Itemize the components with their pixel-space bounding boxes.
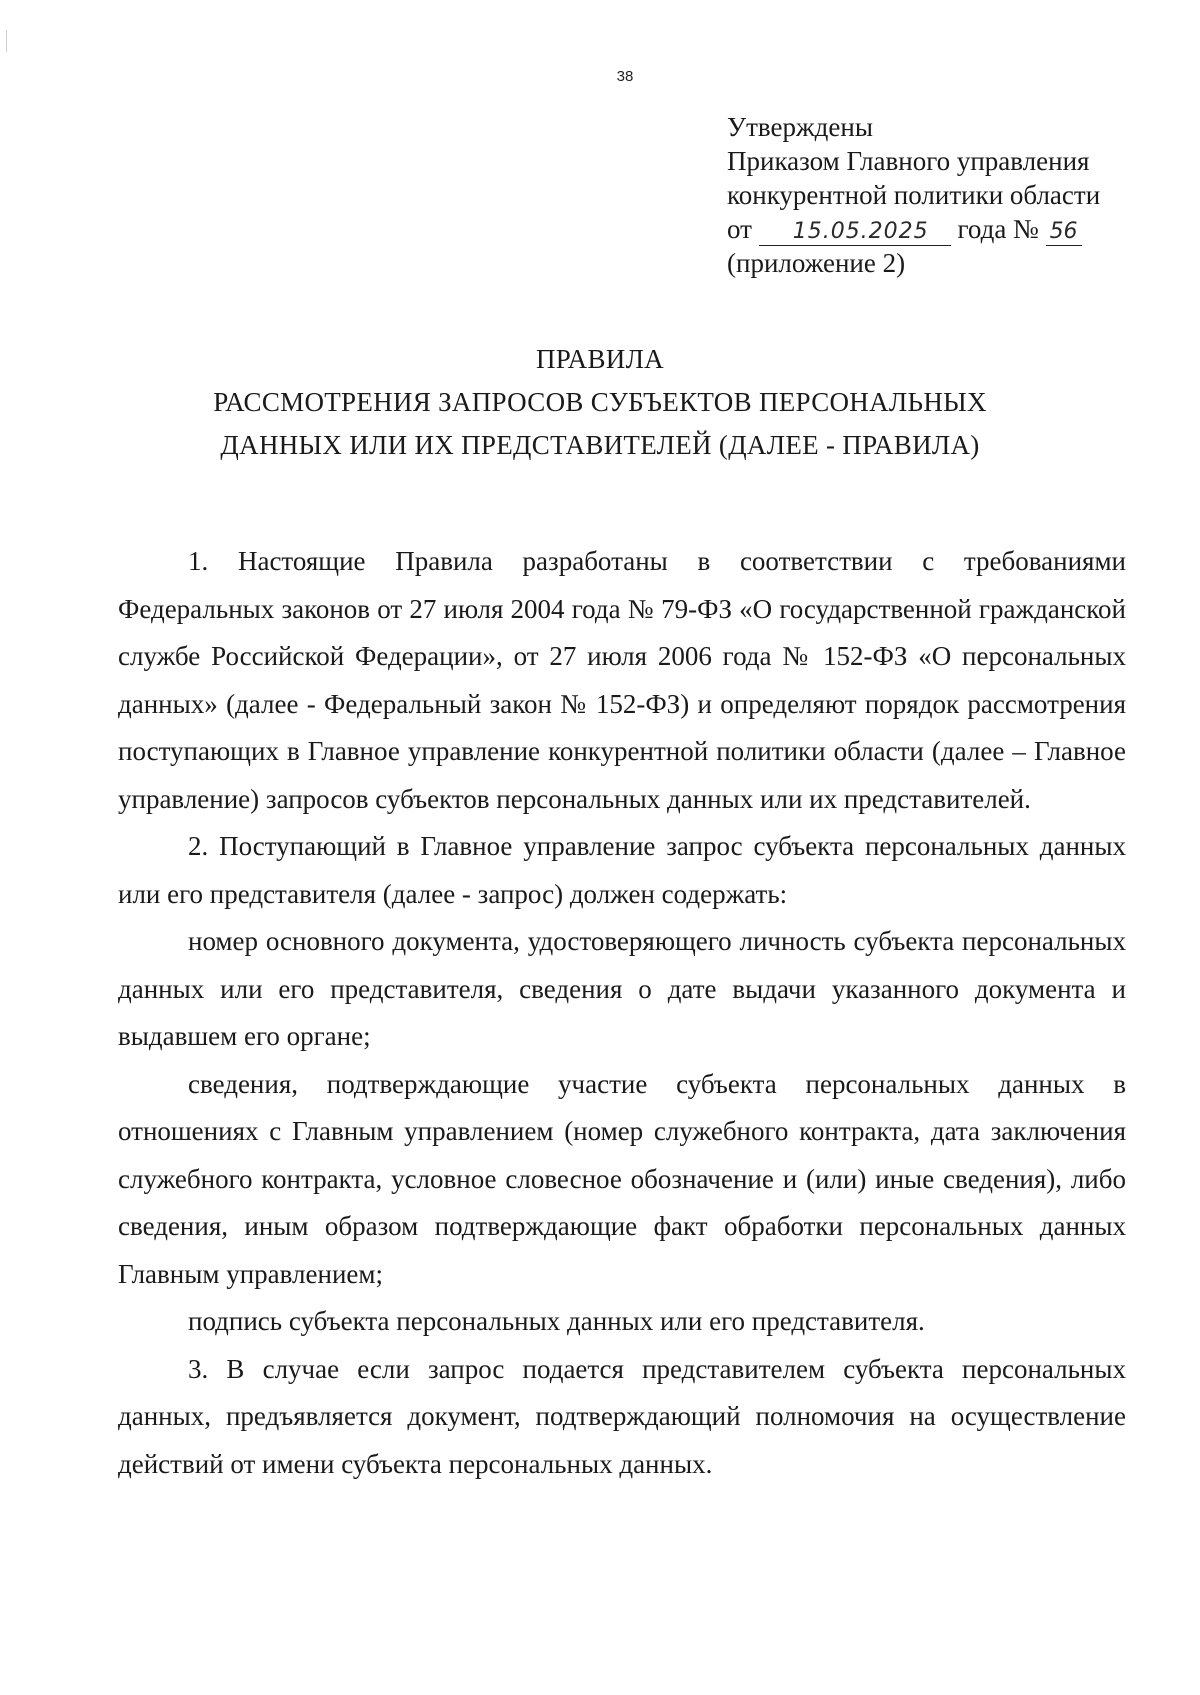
date-prefix: от [727,214,752,244]
paragraph-2-item-3: подпись субъекта персональных данных или его представителя. [188,1306,925,1336]
scan-edge-mark [6,30,7,52]
approval-line-date [727,212,1187,246]
approval-line-order: Приказом Главного управления [727,146,1090,176]
paragraph-3: 3. В случае если запрос подается представителем субъекта персональных данных, предъявляется документ, подтверждающий полномочия на осуществление действий от имени субъекта персональных данных. [118,1353,1126,1479]
paragraph-1: 1. Настоящие Правила разработаны в соответствии с требованиями Федеральных законов от 27 июля 2004 года № 79-ФЗ «О государственной гражданской службе Российской Федерации», от 27 июля 2006 года № 152-ФЗ «О персональных данных» (далее - Федеральный закон № 152-ФЗ) и определяют порядок рассмотрения поступающих в Главное управление конкурентной политики области (далее – Главное управление) запросов субъектов персональных данных или их представителей. [118,546,1126,814]
document-body [118,538,1126,1488]
approval-line-appendix: (приложение 2) [727,248,906,278]
page-number: 38 [616,68,634,85]
document-title [0,338,1200,467]
approval-block [727,110,1187,280]
paragraph-2-item-2: сведения, подтверждающие участие субъекта персональных данных в отношениях с Главным управлением (номер служебного контракта, дата заключения служебного контракта, условное словесное обозначение и (или) иные сведения), либо сведения, иным образом подтверждающие факт обработки персональных данных Главным управлением; [118,1068,1126,1289]
approval-line-authority: конкурентной политики области [727,180,1101,210]
approval-line-approved: Утверждены [727,112,873,142]
paragraph-2: 2. Поступающий в Главное управление запрос субъекта персональных данных или его представителя (далее - запрос) должен содержать: [118,831,1126,909]
handwritten-date: 15.05.2025 [759,219,951,246]
title-line-3: ДАННЫХ ИЛИ ИХ ПРЕДСТАВИТЕЛЕЙ (ДАЛЕЕ - ПРАВИЛА) [220,430,980,460]
title-line-1: ПРАВИЛА [536,344,664,374]
title-line-2: РАССМОТРЕНИЯ ЗАПРОСОВ СУБЪЕКТОВ ПЕРСОНАЛЬНЫХ [213,387,987,417]
paragraph-2-item-1: номер основного документа, удостоверяющего личность субъекта персональных данных или его представителя, сведения о дате выдачи указанного документа и выдавшем его органе; [118,926,1126,1051]
number-label: года № [957,214,1039,244]
handwritten-number: 56 [1046,219,1082,246]
